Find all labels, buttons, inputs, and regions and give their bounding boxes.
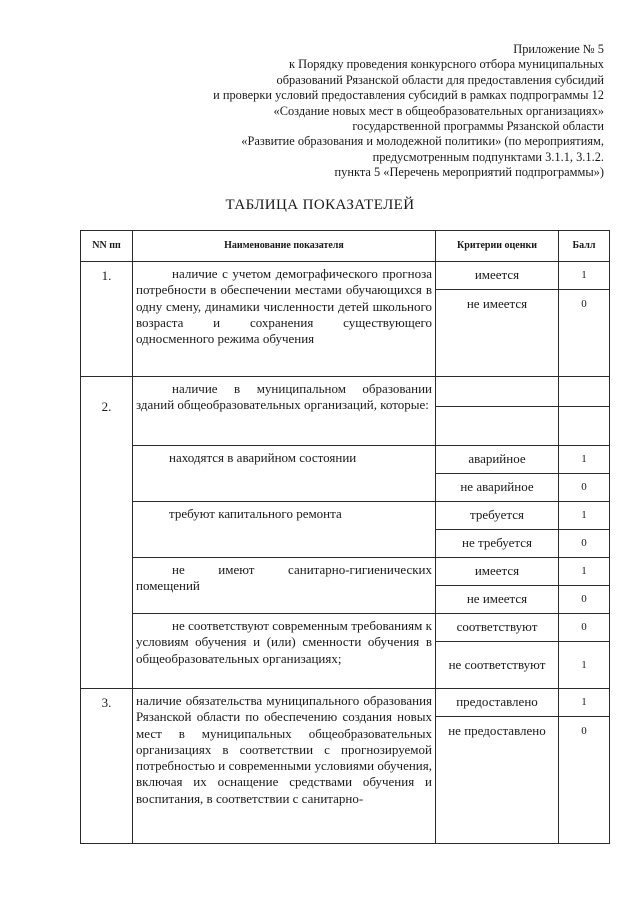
criteria-cell: не предоставлено xyxy=(436,717,559,844)
header-line: образований Рязанской области для предоставления субсидий xyxy=(276,72,604,87)
criteria-cell: предоставлено xyxy=(436,689,559,717)
indicator-text: наличие в муниципальном образовании зданий общеобразовательных организаций, которые: xyxy=(133,377,436,446)
criteria-cell: не требуется xyxy=(436,530,559,558)
appendix-header xyxy=(164,42,604,181)
row-number: 1. xyxy=(81,262,133,377)
criteria-cell: имеется xyxy=(436,558,559,586)
indicator-text: наличие обязательства муниципального образования Рязанской области по обеспечению создания новых мест в муниципальных общеобразовательных организациях в соответствии с прогнозируемой потребностью и современными условиями обучения, включая их оснащение средствами обучения и воспитания, в соответствии с санитарно- xyxy=(133,689,436,844)
empty-cell xyxy=(559,406,610,445)
indicator-text: находятся в аварийном состоянии xyxy=(133,446,436,502)
score-cell: 1 xyxy=(559,446,610,474)
header-criteria: Критерии оценки xyxy=(436,231,559,262)
indicator-text: наличие с учетом демографического прогноза потребности в обеспечении местами обучающихся в одну смену, динамики численности детей школьного возраста и сохранения существующего односменного режима обучения xyxy=(133,262,436,377)
header-line: «Развитие образования и молодежной политики» (по мероприятиям, xyxy=(241,134,604,149)
header-line: предусмотренным подпунктами 3.1.1, 3.1.2. xyxy=(372,149,604,164)
score-cell: 0 xyxy=(559,717,610,844)
header-score: Балл xyxy=(559,231,610,262)
table-row xyxy=(81,377,610,407)
table-row xyxy=(81,262,610,290)
criteria-cell: не аварийное xyxy=(436,474,559,502)
criteria-cell: имеется xyxy=(436,262,559,290)
score-cell: 1 xyxy=(559,558,610,586)
indicator-text: требуют капитального ремонта xyxy=(133,502,436,558)
score-cell: 1 xyxy=(559,502,610,530)
header-line: Приложение № 5 xyxy=(513,42,604,56)
score-cell: 0 xyxy=(559,530,610,558)
criteria-cell: аварийное xyxy=(436,446,559,474)
header-line: и проверки условий предоставления субсидий в рамках подпрограммы 12 xyxy=(213,88,604,103)
indicator-text: не имеют санитарно-гигиенических помещений xyxy=(133,558,436,614)
table-row xyxy=(81,558,610,586)
criteria-cell: не соответствуют xyxy=(436,642,559,689)
row-number: 3. xyxy=(81,689,133,844)
score-cell: 0 xyxy=(559,614,610,642)
empty-cell xyxy=(559,377,610,407)
score-cell: 1 xyxy=(559,262,610,290)
criteria-cell: соответствуют xyxy=(436,614,559,642)
criteria-cell: требуется xyxy=(436,502,559,530)
score-cell: 0 xyxy=(559,290,610,377)
score-cell: 1 xyxy=(559,642,610,689)
table-row xyxy=(81,502,610,530)
table-row xyxy=(81,689,610,717)
table-title: ТАБЛИЦА ПОКАЗАТЕЛЕЙ xyxy=(225,197,415,213)
table-row xyxy=(81,446,610,474)
score-cell: 0 xyxy=(559,474,610,502)
score-cell: 1 xyxy=(559,689,610,717)
indicators-table xyxy=(80,230,610,844)
header-line: к Порядку проведения конкурсного отбора муниципальных xyxy=(289,57,604,72)
header-name: Наименование показателя xyxy=(133,231,436,262)
header-line: «Создание новых мест в общеобразовательных организациях» xyxy=(273,103,604,118)
row-number: 2. xyxy=(81,377,133,689)
empty-cell xyxy=(436,377,559,407)
criteria-cell: не имеется xyxy=(436,290,559,377)
empty-cell xyxy=(436,406,559,445)
table-header-row xyxy=(81,231,610,262)
header-line: государственной программы Рязанской области xyxy=(352,119,604,134)
criteria-cell: не имеется xyxy=(436,586,559,614)
indicator-text: не соответствуют современным требованиям к условиям обучения и (или) сменности обучения в общеобразовательных организациях; xyxy=(133,614,436,689)
header-line: пункта 5 «Перечень мероприятий подпрограммы») xyxy=(334,165,604,180)
table-row xyxy=(81,614,610,642)
score-cell: 0 xyxy=(559,586,610,614)
header-num: NN пп xyxy=(81,231,133,262)
